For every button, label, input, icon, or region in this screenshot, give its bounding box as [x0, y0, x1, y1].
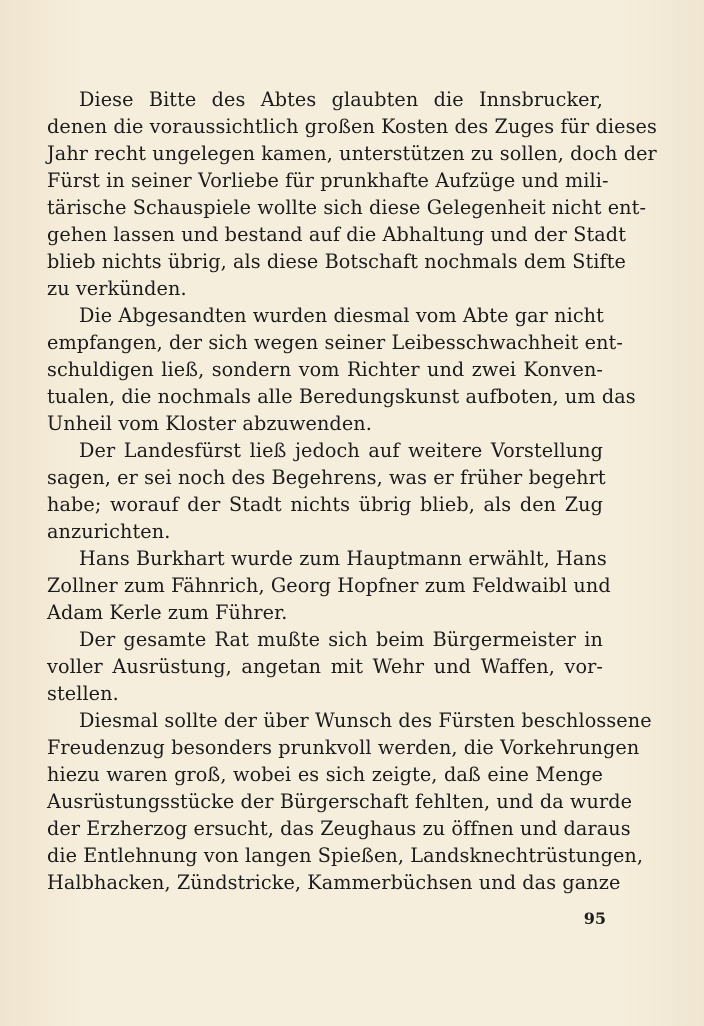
text-line: blieb nichts übrig, als diese Botschaft nochmals dem Stifte — [47, 250, 626, 273]
text-line: Die Abgesandten wurden diesmal vom Abte gar nicht — [79, 304, 604, 327]
text-line: sagen, er sei noch des Begehrens, was er früher begehrt — [47, 466, 606, 489]
text-line: Der gesamte Rat mußte sich beim Bürgermeister in — [79, 628, 603, 651]
body-text — [47, 86, 657, 896]
text-line: Hans Burkhart wurde zum Hauptmann erwählt, Hans — [79, 547, 607, 570]
text-line: Diese Bitte des Abtes glaubten die Innsbrucker, — [79, 88, 603, 111]
text-line: Der Landesfürst ließ jedoch auf weitere Vorstellung — [79, 439, 603, 462]
text-line: empfangen, der sich wegen seiner Leibesschwachheit ent- — [47, 331, 623, 354]
text-line: anzurichten. — [47, 520, 171, 543]
text-line: tärische Schauspiele wollte sich diese Gelegenheit nicht ent- — [47, 196, 647, 219]
text-line: Zollner zum Fähnrich, Georg Hopfner zum Feldwaibl und — [47, 574, 611, 597]
text-line: Fürst in seiner Vorliebe für prunkhafte Aufzüge und mili- — [47, 169, 609, 192]
text-line: tualen, die nochmals alle Beredungskunst aufboten, um das — [47, 385, 636, 408]
page-number: 95 — [583, 909, 606, 928]
paragraph — [47, 626, 603, 707]
paragraph — [47, 86, 657, 302]
text-line: hiezu waren groß, wobei es sich zeigte, daß eine Menge — [47, 763, 603, 786]
text-line: denen die voraussichtlich großen Kosten des Zuges für dieses — [47, 115, 657, 138]
paragraph — [47, 302, 636, 437]
text-line: Ausrüstungsstücke der Bürgerschaft fehlten, und da wurde — [47, 790, 633, 813]
text-line: zu verkünden. — [47, 277, 187, 300]
text-line: voller Ausrüstung, angetan mit Wehr und Waffen, vor- — [47, 655, 603, 678]
text-line: gehen lassen und bestand auf die Abhaltung und der Stadt — [47, 223, 627, 246]
text-line: Unheil vom Kloster abzuwenden. — [47, 412, 372, 435]
paragraph — [47, 545, 611, 626]
paragraph — [47, 707, 652, 896]
text-line: Jahr recht ungelegen kamen, unterstützen zu sollen, doch der — [47, 142, 657, 165]
text-line: Adam Kerle zum Führer. — [47, 601, 288, 624]
text-line: habe; worauf der Stadt nichts übrig blieb, als den Zug — [47, 493, 603, 516]
text-line: stellen. — [47, 682, 119, 705]
text-line: schuldigen ließ, sondern vom Richter und zwei Konven- — [47, 358, 603, 381]
text-line: die Entlehnung von langen Spießen, Landsknechtrüstungen, — [47, 844, 644, 867]
text-line: Halbhacken, Zündstricke, Kammerbüchsen und das ganze — [47, 871, 621, 894]
paragraph — [47, 437, 606, 545]
text-line: Diesmal sollte der über Wunsch des Fürsten beschlossene — [79, 709, 652, 732]
text-line: der Erzherzog ersucht, das Zeughaus zu öffnen und daraus — [47, 817, 631, 840]
text-line: Freudenzug besonders prunkvoll werden, die Vorkehrungen — [47, 736, 640, 759]
